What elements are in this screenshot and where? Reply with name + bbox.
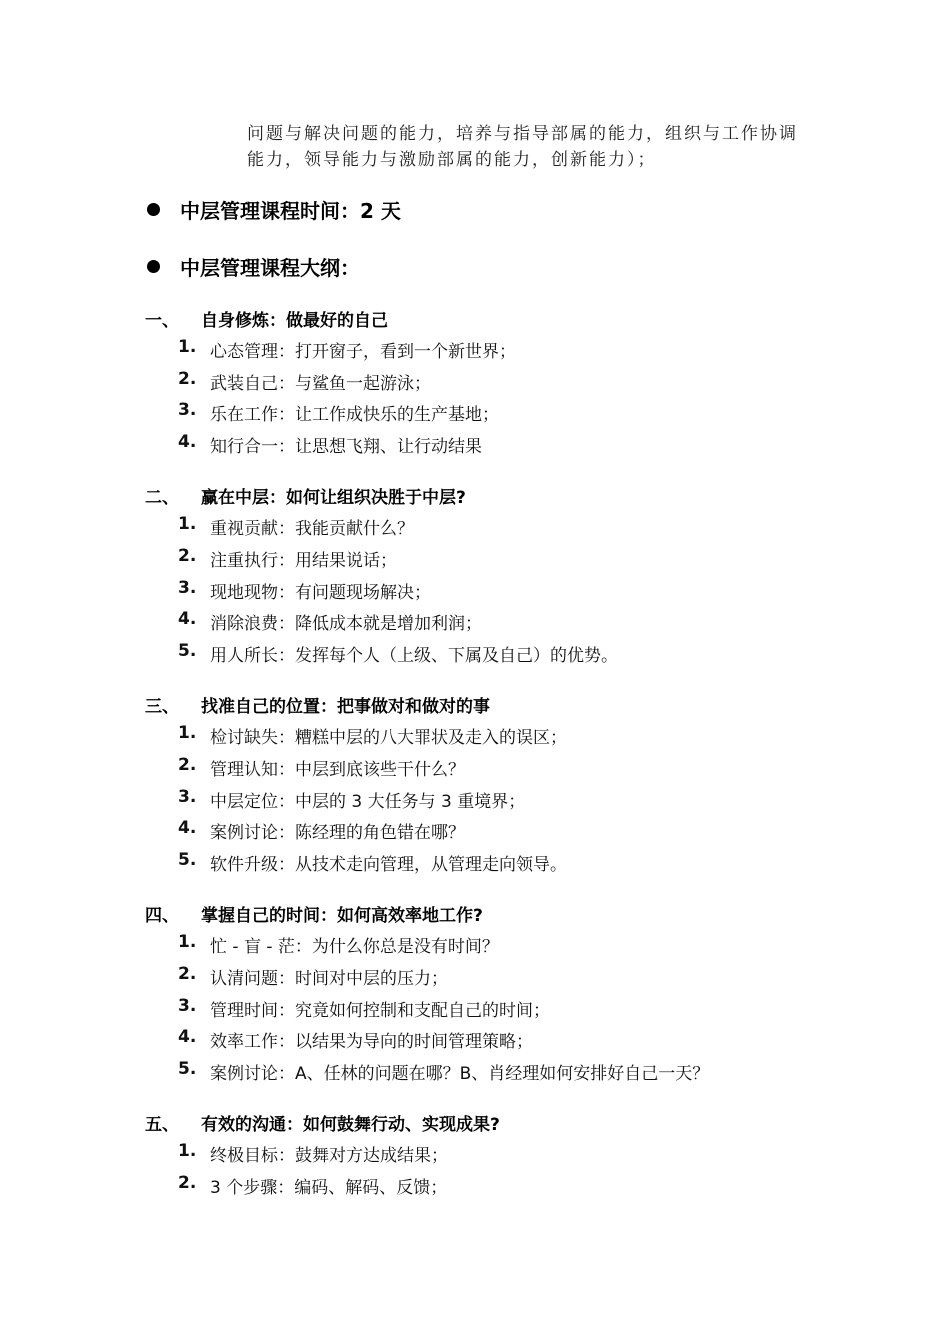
bullet-course-outline	[145, 252, 360, 281]
list-item	[178, 932, 499, 957]
item-text: 重视贡献：我能贡献什么？	[210, 519, 414, 539]
list-item	[178, 546, 397, 571]
item-number: 1.	[178, 337, 197, 357]
item-text: 现地现物：有问题现场解决；	[210, 583, 431, 603]
section-number: 五、	[145, 1115, 179, 1135]
item-text: 消除浪费：降低成本就是增加利润；	[210, 614, 482, 634]
item-number: 1.	[178, 723, 197, 743]
section-heading	[145, 692, 490, 717]
list-item	[178, 787, 525, 812]
list-item	[178, 1027, 533, 1052]
section-heading	[145, 901, 483, 926]
item-text: 中层定位：中层的 3 大任务与 3 重境界；	[210, 792, 526, 812]
list-item	[178, 964, 448, 989]
list-item	[178, 850, 567, 875]
section-number: 一、	[145, 311, 179, 331]
intro-paragraph	[247, 121, 807, 173]
item-text: 心态管理：打开窗子，看到一个新世界；	[210, 342, 516, 362]
item-number: 4.	[178, 818, 197, 838]
bullet-text: 中层管理课程大纲：	[180, 256, 360, 280]
item-number: 3.	[178, 996, 197, 1016]
item-number: 3.	[178, 787, 197, 807]
section-number: 三、	[145, 697, 179, 717]
item-number: 4.	[178, 1027, 197, 1047]
section-title: 赢在中层：如何让组织决胜于中层?	[201, 488, 466, 508]
list-item	[178, 609, 482, 634]
item-text: 乐在工作：让工作成快乐的生产基地；	[210, 405, 499, 425]
bullet-course-duration	[145, 195, 401, 224]
list-item	[178, 818, 465, 843]
list-item	[178, 1141, 448, 1166]
item-number: 2.	[178, 755, 197, 775]
item-text: 检讨缺失：糟糕中层的八大罪状及走入的误区；	[210, 728, 567, 748]
intro-line: 问题与解决问题的能力，培养与指导部属的能力，组织与工作协调	[247, 124, 798, 144]
item-text: 知行合一：让思想飞翔、让行动结果	[210, 437, 482, 457]
bullet-dot-icon	[147, 260, 160, 273]
list-item	[178, 337, 516, 362]
item-number: 4.	[178, 432, 197, 452]
section-number: 四、	[145, 906, 179, 926]
item-number: 3.	[178, 578, 197, 598]
bullet-text: 中层管理课程时间：2 天	[180, 199, 401, 223]
section-title: 掌握自己的时间：如何高效率地工作?	[201, 906, 483, 926]
list-item	[178, 578, 431, 603]
item-number: 5.	[178, 1059, 197, 1079]
item-number: 4.	[178, 609, 197, 629]
item-number: 2.	[178, 546, 197, 566]
item-number: 1.	[178, 1141, 197, 1161]
section-number: 二、	[145, 488, 179, 508]
section-heading	[145, 1110, 500, 1135]
list-item	[178, 996, 550, 1021]
section-title: 自身修炼：做最好的自己	[201, 311, 388, 331]
item-number: 2.	[178, 369, 197, 389]
bullet-dot-icon	[147, 203, 160, 216]
item-number: 1.	[178, 932, 197, 952]
item-text: 管理认知：中层到底该些干什么？	[210, 760, 465, 780]
section-heading	[145, 306, 388, 331]
item-text: 忙 - 盲 - 茫：为什么你总是没有时间？	[210, 937, 499, 957]
list-item	[178, 755, 465, 780]
intro-line: 能力，领导能力与激励部属的能力，创新能力）；	[247, 150, 657, 170]
section-heading	[145, 483, 466, 508]
item-text: 效率工作：以结果为导向的时间管理策略；	[210, 1032, 533, 1052]
item-text: 武装自己：与鲨鱼一起游泳；	[210, 374, 431, 394]
list-item	[178, 1059, 709, 1084]
item-text: 案例讨论：陈经理的角色错在哪？	[210, 823, 465, 843]
list-item	[178, 723, 567, 748]
item-number: 5.	[178, 641, 197, 661]
section-title: 找准自己的位置：把事做对和做对的事	[201, 697, 490, 717]
item-text: 管理时间：究竟如何控制和支配自己的时间；	[210, 1001, 550, 1021]
item-number: 5.	[178, 850, 197, 870]
item-text: 3 个步骤：编码、解码、反馈；	[210, 1178, 448, 1198]
item-number: 3.	[178, 400, 197, 420]
list-item	[178, 432, 482, 457]
list-item	[178, 1173, 447, 1198]
item-number: 2.	[178, 1173, 197, 1193]
item-number: 2.	[178, 964, 197, 984]
item-text: 注重执行：用结果说话；	[210, 551, 397, 571]
item-number: 1.	[178, 514, 197, 534]
item-text: 案例讨论：A、任林的问题在哪？B、肖经理如何安排好自己一天？	[210, 1064, 710, 1084]
list-item	[178, 400, 499, 425]
item-text: 用人所长：发挥每个人（上级、下属及自己）的优势。	[210, 646, 618, 666]
list-item	[178, 641, 618, 666]
list-item	[178, 514, 414, 539]
item-text: 认清问题：时间对中层的压力；	[210, 969, 448, 989]
list-item	[178, 369, 431, 394]
section-title: 有效的沟通：如何鼓舞行动、实现成果?	[201, 1115, 500, 1135]
item-text: 终极目标：鼓舞对方达成结果；	[210, 1146, 448, 1166]
item-text: 软件升级：从技术走向管理，从管理走向领导。	[210, 855, 567, 875]
